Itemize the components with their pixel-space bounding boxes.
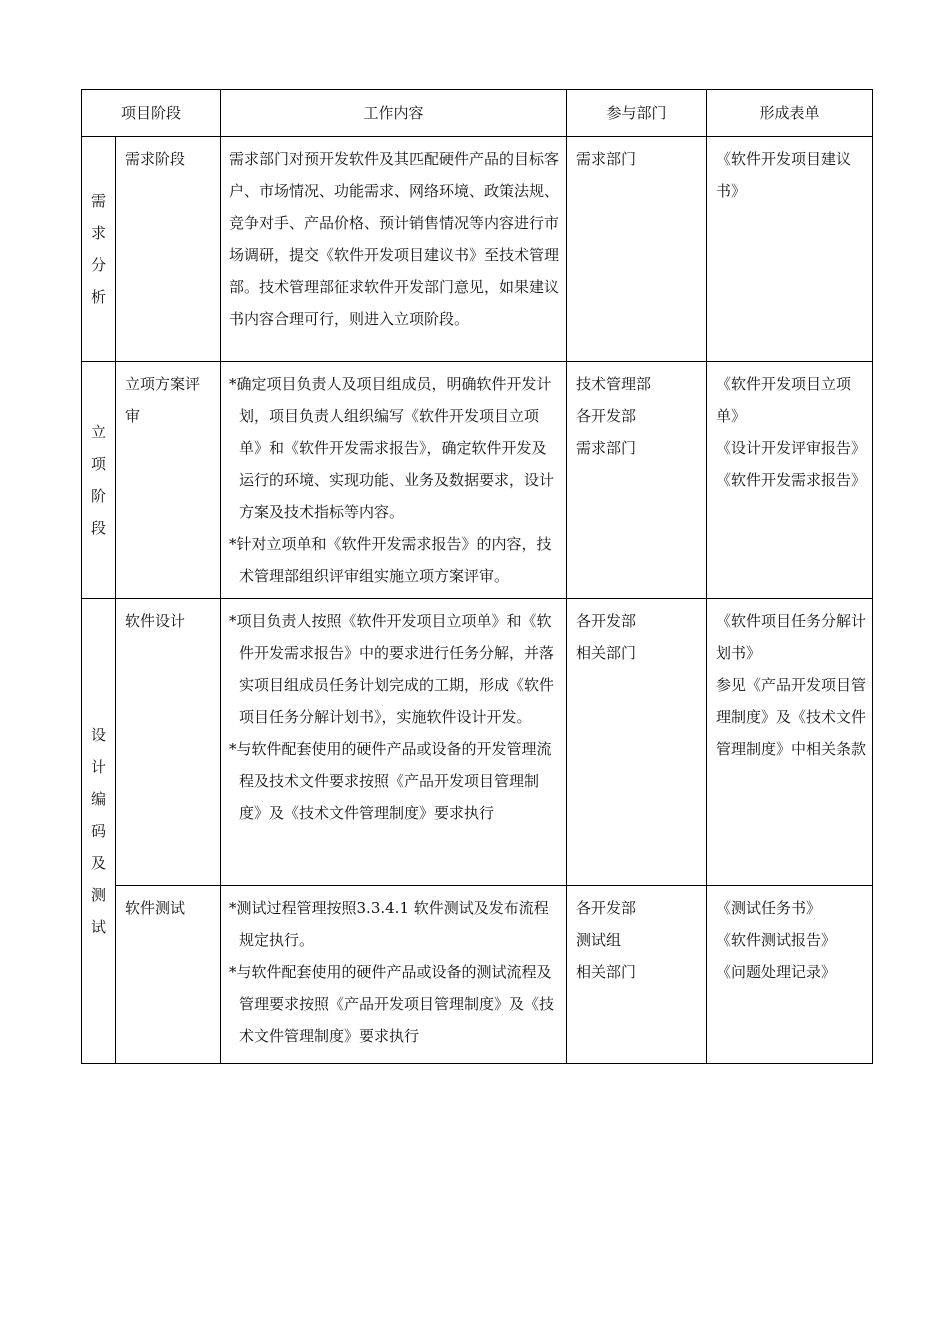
form-item: 参见《产品开发项目管理制度》及《技术文件管理制度》中相关条款 [716,676,867,758]
content-text: 需求部门对预开发软件及其匹配硬件产品的目标客户、市场情况、功能需求、网络环境、政策法规、竞争对手、产品价格、预计销售情况等内容进行市场调研，提交《软件开发项目建议书》至技术管理部。技术管理部征求软件开发部门意见，如果建议书内容合理可行，则进入立项阶段。 [229,150,560,328]
project-phase-table [81,89,873,1064]
content-bullet: *确定项目负责人及项目组成员，明确软件开发计划，项目负责人组织编写《软件开发项目立项单》和《软件开发需求报告》，确定软件开发及运行的环境、实现功能、业务及数据要求，设计方案及技术指标等内容。 [229,375,555,521]
content-bullet: *与软件配套使用的硬件产品或设备的开发管理流程及技术文件要求按照《产品开发项目管理制度》及《技术文件管理制度》要求执行 [229,740,552,822]
forms-design [707,599,873,886]
content-design [221,599,567,886]
table-row-design [82,599,873,886]
dept-item: 需求部门 [576,150,637,168]
phase-cell-initiation [82,362,116,599]
header-dept: 参与部门 [567,90,707,137]
dept-item: 需求部门 [576,439,637,457]
content-bullet: *针对立项单和《软件开发需求报告》的内容，技术管理部组织评审组实施立项方案评审。 [229,535,552,585]
dept-item: 各开发部 [576,612,637,630]
form-item: 《软件开发项目建议书》 [716,150,852,200]
content-initiation [221,362,567,599]
dept-requirement [567,137,707,362]
phase-label-requirement: 需求分析 [90,192,106,306]
content-requirement [221,137,567,362]
forms-requirement [707,137,873,362]
phase-label-dev: 设计编码及测试 [90,726,106,936]
dept-test [567,886,707,1064]
header-forms: 形成表单 [707,90,873,137]
dept-item: 相关部门 [576,963,637,981]
table-row-test [82,886,873,1064]
forms-initiation [707,362,873,599]
table-row-requirement [82,137,873,362]
form-item: 《测试任务书》 [716,899,822,917]
subphase-initiation: 立项方案评审 [116,362,221,599]
header-phase: 项目阶段 [82,90,221,137]
dept-design [567,599,707,886]
dept-initiation [567,362,707,599]
content-test [221,886,567,1064]
dept-item: 技术管理部 [576,375,652,393]
dept-item: 相关部门 [576,644,637,662]
dept-item: 各开发部 [576,899,637,917]
form-item: 《设计开发评审报告》 [716,439,867,457]
header-content: 工作内容 [221,90,567,137]
subphase-test: 软件测试 [116,886,221,1064]
form-item: 《软件测试报告》 [716,931,837,949]
form-item: 《问题处理记录》 [716,963,837,981]
dept-item: 测试组 [576,931,622,949]
forms-test [707,886,873,1064]
form-item: 《软件开发项目立项单》 [716,375,852,425]
table-row-initiation [82,362,873,599]
content-bullet: *项目负责人按照《软件开发项目立项单》和《软件开发需求报告》中的要求进行任务分解，并落实项目组成员任务计划完成的工期，形成《软件项目任务分解计划书》，实施软件设计开发。 [229,612,555,726]
content-bullet: *与软件配套使用的硬件产品或设备的测试流程及管理要求按照《产品开发项目管理制度》及《技术文件管理制度》要求执行 [229,963,555,1045]
table-header-row [82,90,873,137]
subphase-design: 软件设计 [116,599,221,886]
content-bullet: *测试过程管理按照3.3.4.1 软件测试及发布流程规定执行。 [229,899,549,949]
phase-cell-dev [82,599,116,1064]
form-item: 《软件开发需求报告》 [716,471,867,489]
subphase-requirement: 需求阶段 [116,137,221,362]
form-item: 《软件项目任务分解计划书》 [716,612,867,662]
phase-cell-requirement [82,137,116,362]
dept-item: 各开发部 [576,407,637,425]
phase-label-initiation: 立项阶段 [90,423,106,537]
